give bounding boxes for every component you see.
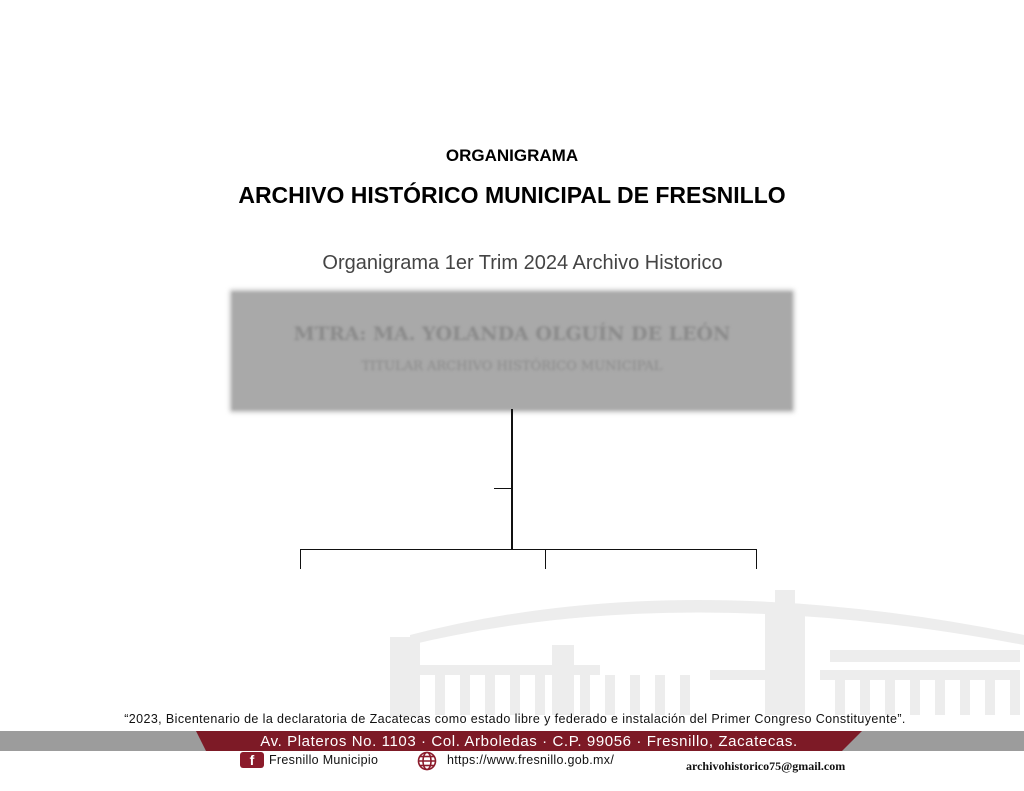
facebook-icon: f <box>240 752 264 768</box>
org-root-name: MTRA: MA. YOLANDA OLGUÍN DE LEÓN <box>293 323 731 345</box>
document-label: ORGANIGRAMA <box>445 146 579 165</box>
document-title: ARCHIVO HISTÓRICO MUNICIPAL DE FRESNILLO <box>238 182 786 208</box>
facebook-link[interactable]: Fresnillo Municipio <box>269 753 379 767</box>
globe-icon <box>414 751 440 771</box>
org-branch-left <box>300 549 301 569</box>
org-connector-bar <box>300 549 757 550</box>
website-link[interactable]: https://www.fresnillo.gob.mx/ <box>447 753 615 767</box>
building-watermark <box>380 575 1024 725</box>
org-root-box <box>232 292 792 410</box>
footer-slogan: “2023, Bicentenario de la declaratoria de Zacatecas como estado libre y federado e instalación del Primer Congreso Constituyente”. <box>124 712 906 726</box>
org-branch-right <box>756 549 757 569</box>
org-root-role: TITULAR ARCHIVO HISTÓRICO MUNICIPAL <box>361 359 663 374</box>
org-connector-stub <box>494 488 512 489</box>
org-connector-trunk <box>511 409 513 550</box>
email-address[interactable]: archivohistorico75@gmail.com <box>686 759 846 773</box>
footer-address: Av. Plateros No. 1103 · Col. Arboledas · C.P. 99056 · Fresnillo, Zacatecas. <box>260 733 798 750</box>
org-branch-center <box>545 549 546 569</box>
org-chart-caption: Organigrama 1er Trim 2024 Archivo Historico <box>322 252 723 274</box>
